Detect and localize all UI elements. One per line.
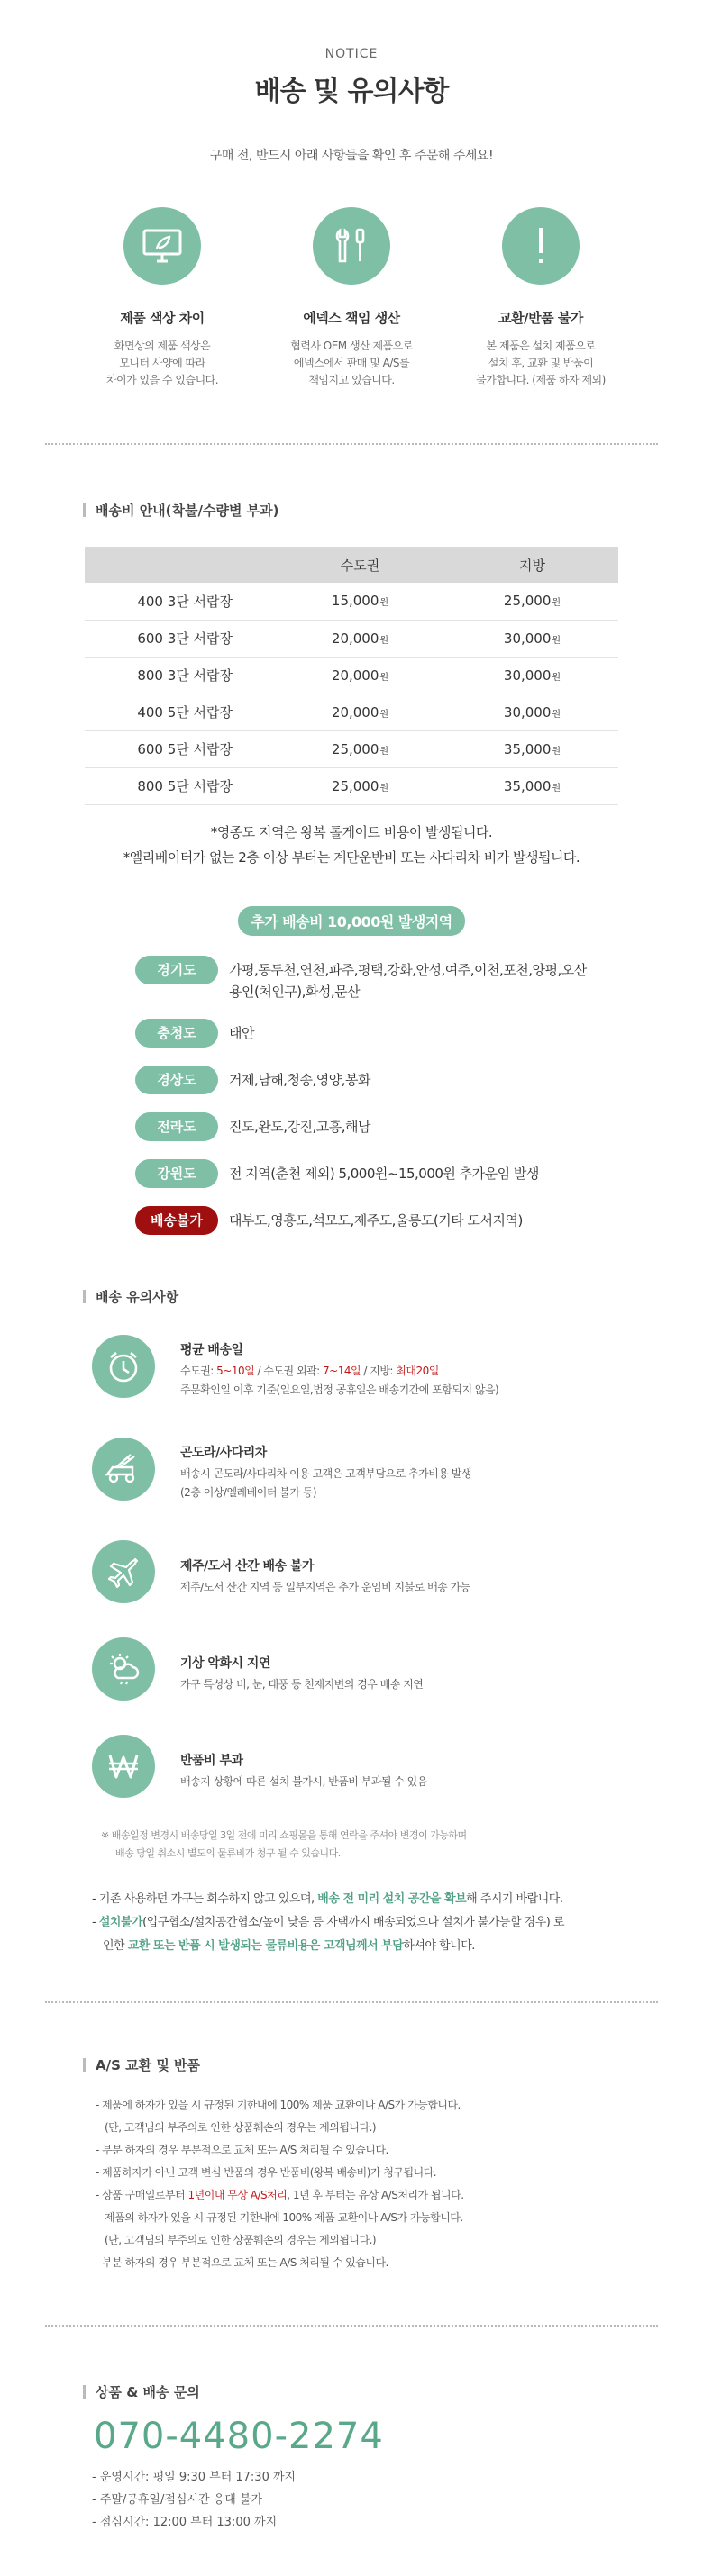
divider <box>45 2325 658 2327</box>
metro-fee: 25,000원 <box>274 730 446 767</box>
table-header-row <box>85 547 618 583</box>
table-row <box>85 767 618 804</box>
feature-desc <box>464 338 617 389</box>
region-text: 거제,남해,청송,영양,봉화 <box>229 1071 370 1088</box>
feature-no-return <box>464 207 617 389</box>
metro-fee: 20,000원 <box>274 657 446 694</box>
feature-line: 협력사 OEM 생산 제품으로 <box>290 340 413 352</box>
feature-color <box>86 207 239 389</box>
table-row <box>85 657 618 694</box>
notice-list <box>0 1335 703 1798</box>
header <box>0 0 703 164</box>
region-text: 전 지역(춘천 제외) 5,000원~15,000원 추가운임 발생 <box>229 1165 539 1182</box>
table-header <box>85 547 274 583</box>
feature-line: 책임지고 있습니다. <box>308 374 395 386</box>
table-row <box>85 694 618 730</box>
metro-fee: 20,000원 <box>274 694 446 730</box>
region-chungcheong <box>135 1019 622 1048</box>
feature-title: 에넥스 책임 생산 <box>303 310 400 326</box>
clock-icon <box>92 1335 155 1398</box>
notice-bullets <box>0 1888 703 1958</box>
shipping-fee-table <box>85 547 618 805</box>
fee-note: *엘리베이터가 없는 2층 이상 부터는 계단운반비 또는 사다리차 비가 발생됩니다. <box>123 848 580 866</box>
notice-desc: 배송지 상황에 따른 설치 불가시, 반품비 부과될 수 있음 <box>180 1774 427 1788</box>
region-tag: 경상도 <box>135 1066 218 1094</box>
feature-title: 교환/반품 불가 <box>498 310 583 326</box>
small-notes <box>0 1827 703 1863</box>
notice-title: 평균 배송일 <box>180 1342 243 1357</box>
local-fee: 30,000원 <box>446 620 618 657</box>
local-fee: 25,000원 <box>446 583 618 620</box>
product-name: 600 5단 서랍장 <box>85 730 274 767</box>
as-line: - 제품하자가 아닌 고객 변심 반품의 경우 반품비(왕복 배송비)가 청구됩니다. <box>96 2165 437 2179</box>
feature-line: 불가합니다. (제품 하자 제외) <box>476 374 606 386</box>
product-name: 600 3단 서랍장 <box>85 620 274 657</box>
region-gangwon <box>135 1159 622 1188</box>
exclamation-icon <box>502 207 580 285</box>
notice-desc: 제주/도서 산간 지역 등 일부지역은 추가 운임비 지불로 배송 가능 <box>180 1580 470 1593</box>
feature-line: 차이가 있을 수 있습니다. <box>105 374 219 386</box>
region-gyeonggi <box>135 956 622 1002</box>
extra-fee-badge: 추가 배송비 10,000원 발생지역 <box>238 906 465 936</box>
fee-notes <box>0 820 703 870</box>
contact-hours <box>0 2466 703 2534</box>
local-fee: 30,000원 <box>446 694 618 730</box>
notice-title: 기상 악화시 지연 <box>180 1655 270 1671</box>
local-fee: 35,000원 <box>446 767 618 804</box>
won-icon <box>92 1735 155 1798</box>
notice-title: 반품비 부과 <box>180 1753 243 1768</box>
small-note: ※ 배송일정 변경시 배송당일 3일 전에 미리 쇼핑몰을 통해 연락을 주셔야 변경이 가능하며 <box>101 1828 467 1841</box>
divider <box>45 443 658 445</box>
as-line: (단, 고객님의 부주의로 인한 상품훼손의 경우는 제외됩니다.) <box>105 2120 377 2134</box>
monitor-leaf-icon <box>123 207 201 285</box>
as-line: - 상품 구매일로부터 1년이내 무상 A/S처리, 1년 후 부터는 유상 A/S처리가 됩니다. <box>96 2188 464 2201</box>
section-title-as: A/S 교환 및 반품 <box>83 2055 703 2074</box>
table-row <box>85 730 618 767</box>
hours-line: - 점심시간: 12:00 부터 13:00 까지 <box>92 2515 278 2529</box>
extra-fee-header <box>0 906 703 936</box>
product-name: 400 3단 서랍장 <box>85 583 274 620</box>
region-tag: 전라도 <box>135 1112 218 1141</box>
feature-desc <box>86 338 239 389</box>
wrench-screwdriver-icon <box>313 207 390 285</box>
airplane-icon <box>92 1540 155 1603</box>
region-tag: 배송불가 <box>135 1206 218 1235</box>
local-fee: 35,000원 <box>446 730 618 767</box>
region-text: 대부도,영흥도,석모도,제주도,울릉도(기타 도서지역) <box>229 1211 523 1229</box>
as-line: - 부분 하자의 경우 부분적으로 교체 또는 A/S 처리될 수 있습니다. <box>96 2143 388 2156</box>
table-header: 지방 <box>446 547 618 583</box>
notice-delivery-days <box>92 1335 703 1400</box>
feature-line: 모니터 사양에 따라 <box>119 357 205 369</box>
region-undeliverable <box>135 1206 622 1235</box>
table-row <box>85 583 618 620</box>
hours-line: - 주말/공휴일/점심시간 응대 불가 <box>92 2492 263 2507</box>
feature-desc <box>275 338 428 389</box>
intro-text: 구매 전, 반드시 아래 사항들을 확인 후 주문해 주세요! <box>209 149 494 163</box>
bullet-line: 인한 교환 또는 반품 시 발생되는 물류비용은 고객님께서 부담하셔야 합니다. <box>103 1938 475 1953</box>
bullet-line: - 기존 사용하던 가구는 회수하지 않고 있으며, 배송 전 미리 설치 공간을 확보해 주시기 바랍니다. <box>92 1891 563 1906</box>
feature-oem <box>275 207 428 389</box>
feature-line: 본 제품은 설치 제품으로 <box>486 340 596 352</box>
table-header: 수도권 <box>274 547 446 583</box>
fee-note: *영종도 지역은 왕복 톨게이트 비용이 발생됩니다. <box>210 823 493 840</box>
as-line: (단, 고객님의 부주의로 인한 상품훼손의 경우는 제외됩니다.) <box>105 2233 377 2246</box>
region-gyeongsang <box>135 1066 622 1094</box>
region-text: 가평,동두천,연천,파주,평택,강화,안성,여주,이천,포천,양평,오산 용인(처인구),화성,문산 <box>229 961 587 1000</box>
section-title-contact: 상품 & 배송 문의 <box>83 2382 703 2401</box>
eyebrow: NOTICE <box>324 47 379 61</box>
notice-desc: 수도권: 5~10일 / 수도권 외곽: 7~14일 / 지방: 최대20일 주문확인일 이후 기준(일요일,법정 공휴일은 배송기간에 포함되지 않음) <box>180 1364 499 1396</box>
notice-title: 곤도라/사다리차 <box>180 1445 267 1460</box>
notice-desc: 가구 특성상 비, 눈, 태풍 등 천재지변의 경우 배송 지연 <box>180 1677 424 1691</box>
notice-return-fee <box>92 1735 703 1798</box>
notice-weather <box>92 1637 703 1701</box>
region-tag: 경기도 <box>135 956 218 984</box>
product-name: 800 3단 서랍장 <box>85 657 274 694</box>
phone-number[interactable]: 070-4480-2274 <box>94 2415 384 2457</box>
product-name: 400 5단 서랍장 <box>85 694 274 730</box>
region-tag: 강원도 <box>135 1159 218 1188</box>
notice-island <box>92 1540 703 1603</box>
hours-line: - 운영시간: 평일 9:30 부터 17:30 까지 <box>92 2470 297 2484</box>
region-text: 진도,완도,강진,고흥,해남 <box>229 1118 370 1135</box>
divider <box>45 2001 658 2003</box>
as-list <box>0 2094 703 2274</box>
section-title-shipping-fee: 배송비 안내(착불/수량별 부과) <box>83 501 703 520</box>
feature-title: 제품 색상 차이 <box>120 310 205 326</box>
product-name: 800 5단 서랍장 <box>85 767 274 804</box>
notice-desc: 배송시 곤도라/사다리차 이용 고객은 고객부담으로 추가비용 발생 (2층 이상/엘레베이터 불가 등) <box>180 1466 471 1499</box>
region-jeolla <box>135 1112 622 1141</box>
notice-title: 제주/도서 산간 배송 불가 <box>180 1558 314 1574</box>
weather-icon <box>92 1637 155 1701</box>
metro-fee: 15,000원 <box>274 583 446 620</box>
bullet-line: - 설치불가(입구협소/설치공간협소/높이 낮음 등 자택까지 배송되었으나 설치가 불가능할 경우) 로 <box>92 1915 565 1929</box>
as-line: 제품의 하자가 있을 시 규정된 기한내에 100% 제품 교환이나 A/S가 가능합니다. <box>105 2210 463 2224</box>
as-line: - 제품에 하자가 있을 시 규정된 기한내에 100% 제품 교환이나 A/S가 가능합니다. <box>96 2098 461 2111</box>
local-fee: 30,000원 <box>446 657 618 694</box>
page-title: 배송 및 유의사항 <box>254 76 449 107</box>
region-tag: 충청도 <box>135 1019 218 1048</box>
table-row <box>85 620 618 657</box>
metro-fee: 25,000원 <box>274 767 446 804</box>
ladder-truck-icon <box>92 1438 155 1501</box>
feature-list <box>0 207 703 389</box>
notice-ladder <box>92 1438 703 1502</box>
metro-fee: 20,000원 <box>274 620 446 657</box>
small-note: 배송 당일 취소시 별도의 물류비가 청구 될 수 있습니다. <box>115 1846 341 1859</box>
feature-line: 화면상의 제품 색상은 <box>114 340 211 352</box>
feature-line: 에넥스에서 판매 및 A/S를 <box>293 357 410 369</box>
section-title-notices: 배송 유의사항 <box>83 1287 703 1306</box>
as-line: - 부분 하자의 경우 부분적으로 교체 또는 A/S 처리될 수 있습니다. <box>96 2255 388 2269</box>
region-list <box>0 956 703 1235</box>
region-text: 태안 <box>229 1024 254 1041</box>
feature-line: 설치 후, 교환 및 반품이 <box>488 357 594 369</box>
